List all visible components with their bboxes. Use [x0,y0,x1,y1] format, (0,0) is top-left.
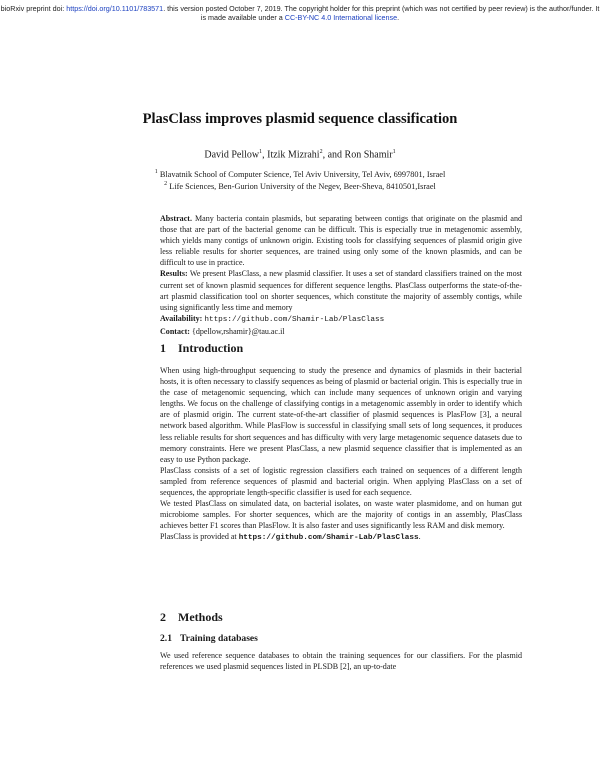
section-heading-introduction [160,341,243,356]
subsection-number: 2.1 [160,633,172,644]
doi-link[interactable]: https://doi.org/10.1101/783571 [66,4,164,13]
section-title: Methods [178,610,223,624]
section-number: 1 [160,341,166,355]
affiliation-mark: 2 [164,181,168,187]
subsection-heading-training-databases [160,633,258,644]
preprint-notice [0,4,600,22]
availability-line [160,313,522,326]
author-separator: , and [322,149,345,161]
availability-suffix: . [418,532,421,542]
results-paragraph [160,268,522,312]
contact-text: {dpellow,rshamir}@tau.ac.il [189,326,285,336]
section-title: Introduction [178,341,244,355]
abstract-text: Many bacteria contain plasmids, but separating between contigs that originate on the plasmid and those that are part of the bacterial genome can be difficult. This is especially true in metagenomic assembly, which yields many contigs of unknown origin. Existing tools for classifying sequences of plasmid origin give less reliable results for shorter sequences, are trained using only some of the known plasmids, and can be difficult to use in practice. [160,214,522,268]
abstract-label: Abstract. [160,214,192,223]
author-separator: , [262,149,268,161]
introduction-body [160,365,522,545]
author-name: David Pellow [204,149,260,161]
section-heading-methods [160,610,223,625]
affiliation-text: Life Sciences, Ben-Gurion University of the Negev, Beer-Sheva, 8410501,Israel [169,181,436,191]
author-affiliation-mark: 2 [319,149,323,155]
section-number: 2 [160,610,166,624]
results-text: We present PlasClass, a new plasmid classifier. It uses a set of standard classifiers trained on the most current set of known plasmid sequences for different sequence lengths. PlasClass outperforms the state-of-the-art plasmid classification tool on shorter sequences, which constitute the majority of assembly contigs, while using significantly less time and memory [160,269,522,312]
author-affiliation-mark: 1 [259,149,263,155]
body-paragraph [160,531,522,544]
author-list [0,149,600,160]
abstract [160,213,522,337]
availability-label: Availability: [160,313,203,323]
preprint-text-start: bioRxiv preprint doi: [0,4,67,13]
body-paragraph: We tested PlasClass on simulated data, on bacterial isolates, on waste water plasmidome, and on human gut microbiome samples. For shorter sequences, which are the majority of contigs in an assembly, PlasClass achieves better F1 scores than PlasFlow. It is also faster and uses significantly less RAM and disk memory. [160,499,522,531]
contact-line [160,326,522,337]
body-paragraph: PlasClass consists of a set of logistic regression classifiers each trained on sequences of a different length sampled from reference sequences of plasmid and bacterial origin. When applying PlasClass on a set of sequences, the appropriate length-specific classifier is used for each sequence. [160,465,522,498]
author-name: Ron Shamir [344,149,393,161]
contact-label: Contact: [160,326,190,336]
availability-prefix: PlasClass is provided at [160,532,239,542]
affiliation-text: Blavatnik School of Computer Science, Tel Aviv University, Tel Aviv, 6997801, Israel [159,169,446,179]
body-paragraph: When using high-throughput sequencing to study the presence and dynamics of plasmids in their bacterial hosts, it is often necessary to classify sequences as being of plasmid or bacterial origin. This is especially true in the case of metagenomic sequencing, which can include many sequences of unknown origin and varying lengths. We focus on the challenge of classifying contigs in a metagenomic assembly in order to identify which are of plasmid origin. The current state-of-the-art classifier of plasmid sequences is PlasFlow [3], a neural network based algorithm. While PlasFlow is successful in classifying small sets of long sequences, it produces less reliable results for short sequences and has difficulty with very large metagenomic sequence datasets due to memory constraints. Here we present PlasClass, a new plasmid sequence classifier that is implemented as an easy to use Python package. [160,366,522,464]
affiliation-mark: 1 [154,169,158,175]
author-name: Itzik Mizrahi [267,149,320,161]
paper-title: PlasClass improves plasmid sequence classification [142,111,458,127]
subsection-title: Training databases [180,633,258,644]
affiliation [0,181,600,191]
abstract-paragraph [160,213,522,268]
repository-url[interactable]: https://github.com/Shamir-Lab/PlasClass [238,534,419,543]
methods-body [160,650,522,672]
availability-url[interactable]: https://github.com/Shamir-Lab/PlasClass [204,315,385,324]
results-label: Results: [160,269,188,279]
license-link[interactable]: CC-BY-NC 4.0 International license [284,13,398,22]
body-paragraph: We used reference sequence databases to obtain the training sequences for our classifiers. For the plasmid references we used plasmid sequences listed in PLSDB [2], an up-to-date [160,651,522,672]
preprint-text-middle: . this version posted October 7, 2019. The copyright holder for this preprint (which was not certified by peer review) is the author/funder. It is made available under a [163,4,600,22]
preprint-text-end: . [397,13,400,22]
author-affiliation-mark: 1 [392,149,396,155]
affiliation [0,169,600,179]
